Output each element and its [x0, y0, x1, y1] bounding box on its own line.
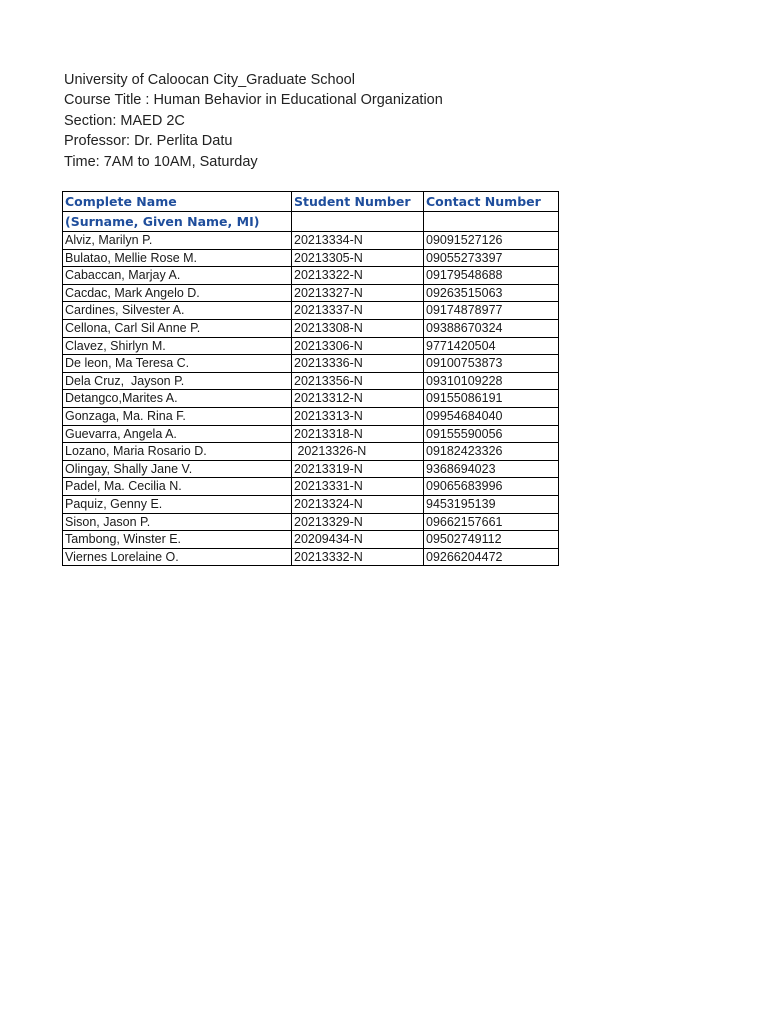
column-header-name: Complete Name	[63, 192, 292, 212]
contact-number-cell: 09662157661	[424, 513, 559, 531]
table-row	[63, 249, 559, 267]
student-number-cell: 20213305-N	[292, 249, 424, 267]
student-name-cell: Alviz, Marilyn P.	[63, 232, 292, 250]
contact-number-cell: 9368694023	[424, 460, 559, 478]
schedule-line: Time: 7AM to 10AM, Saturday	[64, 153, 258, 170]
table-row	[63, 460, 559, 478]
contact-number-cell: 09065683996	[424, 478, 559, 496]
table-row	[63, 232, 559, 250]
contact-number-cell: 09155086191	[424, 390, 559, 408]
student-number-cell: 20213329-N	[292, 513, 424, 531]
contact-number-cell: 09182423326	[424, 443, 559, 461]
table-row	[63, 372, 559, 390]
student-number-cell: 20213326-N	[292, 443, 424, 461]
student-number-cell: 20213306-N	[292, 337, 424, 355]
student-number-cell: 20213319-N	[292, 460, 424, 478]
student-name-cell: Detangco,Marites A.	[63, 390, 292, 408]
contact-number-cell: 09179548688	[424, 267, 559, 285]
student-name-cell: Bulatao, Mellie Rose M.	[63, 249, 292, 267]
contact-number-cell: 09388670324	[424, 319, 559, 337]
contact-number-cell: 09100753873	[424, 355, 559, 373]
subheader-empty	[424, 212, 559, 232]
table-row	[63, 548, 559, 566]
contact-number-cell: 09954684040	[424, 407, 559, 425]
table-row	[63, 478, 559, 496]
table-row	[63, 407, 559, 425]
school-name: University of Caloocan City_Graduate School	[64, 72, 355, 88]
table-row	[63, 319, 559, 337]
column-header-student-number: Student Number	[292, 192, 424, 212]
student-number-cell: 20213356-N	[292, 372, 424, 390]
contact-number-cell: 09266204472	[424, 548, 559, 566]
student-name-cell: Padel, Ma. Cecilia N.	[63, 478, 292, 496]
student-number-cell: 20213332-N	[292, 548, 424, 566]
student-number-cell: 20213327-N	[292, 284, 424, 302]
student-number-cell: 20213336-N	[292, 355, 424, 373]
contact-number-cell: 09174878977	[424, 302, 559, 320]
subheader-name-format: (Surname, Given Name, MI)	[63, 212, 292, 232]
student-number-cell: 20213308-N	[292, 319, 424, 337]
student-name-cell: Cabaccan, Marjay A.	[63, 267, 292, 285]
contact-number-cell: 9771420504	[424, 337, 559, 355]
table-row	[63, 302, 559, 320]
student-number-cell: 20213312-N	[292, 390, 424, 408]
table-row	[63, 443, 559, 461]
table-row	[63, 284, 559, 302]
contact-number-cell: 9453195139	[424, 495, 559, 513]
course-title: Course Title : Human Behavior in Educational Organization	[64, 92, 443, 109]
student-name-cell: Lozano, Maria Rosario D.	[63, 443, 292, 461]
contact-number-cell: 09155590056	[424, 425, 559, 443]
table-row	[63, 495, 559, 513]
student-name-cell: Guevarra, Angela A.	[63, 425, 292, 443]
student-name-cell: Tambong, Winster E.	[63, 531, 292, 549]
subheader-empty	[292, 212, 424, 232]
table-body	[63, 232, 559, 566]
table-row	[63, 337, 559, 355]
contact-number-cell: 09310109228	[424, 372, 559, 390]
student-name-cell: Paquiz, Genny E.	[63, 495, 292, 513]
student-name-cell: Gonzaga, Ma. Rina F.	[63, 407, 292, 425]
column-header-contact-number: Contact Number	[424, 192, 559, 212]
student-name-cell: Dela Cruz, Jayson P.	[63, 372, 292, 390]
student-number-cell: 20213313-N	[292, 407, 424, 425]
student-name-cell: Cardines, Silvester A.	[63, 302, 292, 320]
table-row	[63, 513, 559, 531]
student-name-cell: Clavez, Shirlyn M.	[63, 337, 292, 355]
professor-line: Professor: Dr. Perlita Datu	[64, 133, 233, 150]
table-row	[63, 531, 559, 549]
table-row	[63, 390, 559, 408]
table-row	[63, 425, 559, 443]
section-line: Section: MAED 2C	[64, 112, 185, 129]
student-number-cell: 20213318-N	[292, 425, 424, 443]
student-name-cell: Sison, Jason P.	[63, 513, 292, 531]
student-roster-table	[62, 191, 559, 566]
contact-number-cell: 09263515063	[424, 284, 559, 302]
student-number-cell: 20213337-N	[292, 302, 424, 320]
contact-number-cell: 09502749112	[424, 531, 559, 549]
contact-number-cell: 09091527126	[424, 232, 559, 250]
student-number-cell: 20213322-N	[292, 267, 424, 285]
student-name-cell: Olingay, Shally Jane V.	[63, 460, 292, 478]
table-row	[63, 267, 559, 285]
table-row	[63, 355, 559, 373]
student-name-cell: Cacdac, Mark Angelo D.	[63, 284, 292, 302]
student-number-cell: 20209434-N	[292, 531, 424, 549]
student-name-cell: Cellona, Carl Sil Anne P.	[63, 319, 292, 337]
student-number-cell: 20213334-N	[292, 232, 424, 250]
student-number-cell: 20213331-N	[292, 478, 424, 496]
table-subheader-row	[63, 212, 559, 232]
student-number-cell: 20213324-N	[292, 495, 424, 513]
document-header	[64, 70, 443, 172]
student-name-cell: De leon, Ma Teresa C.	[63, 355, 292, 373]
table-header-row	[63, 192, 559, 212]
student-name-cell: Viernes Lorelaine O.	[63, 548, 292, 566]
contact-number-cell: 09055273397	[424, 249, 559, 267]
